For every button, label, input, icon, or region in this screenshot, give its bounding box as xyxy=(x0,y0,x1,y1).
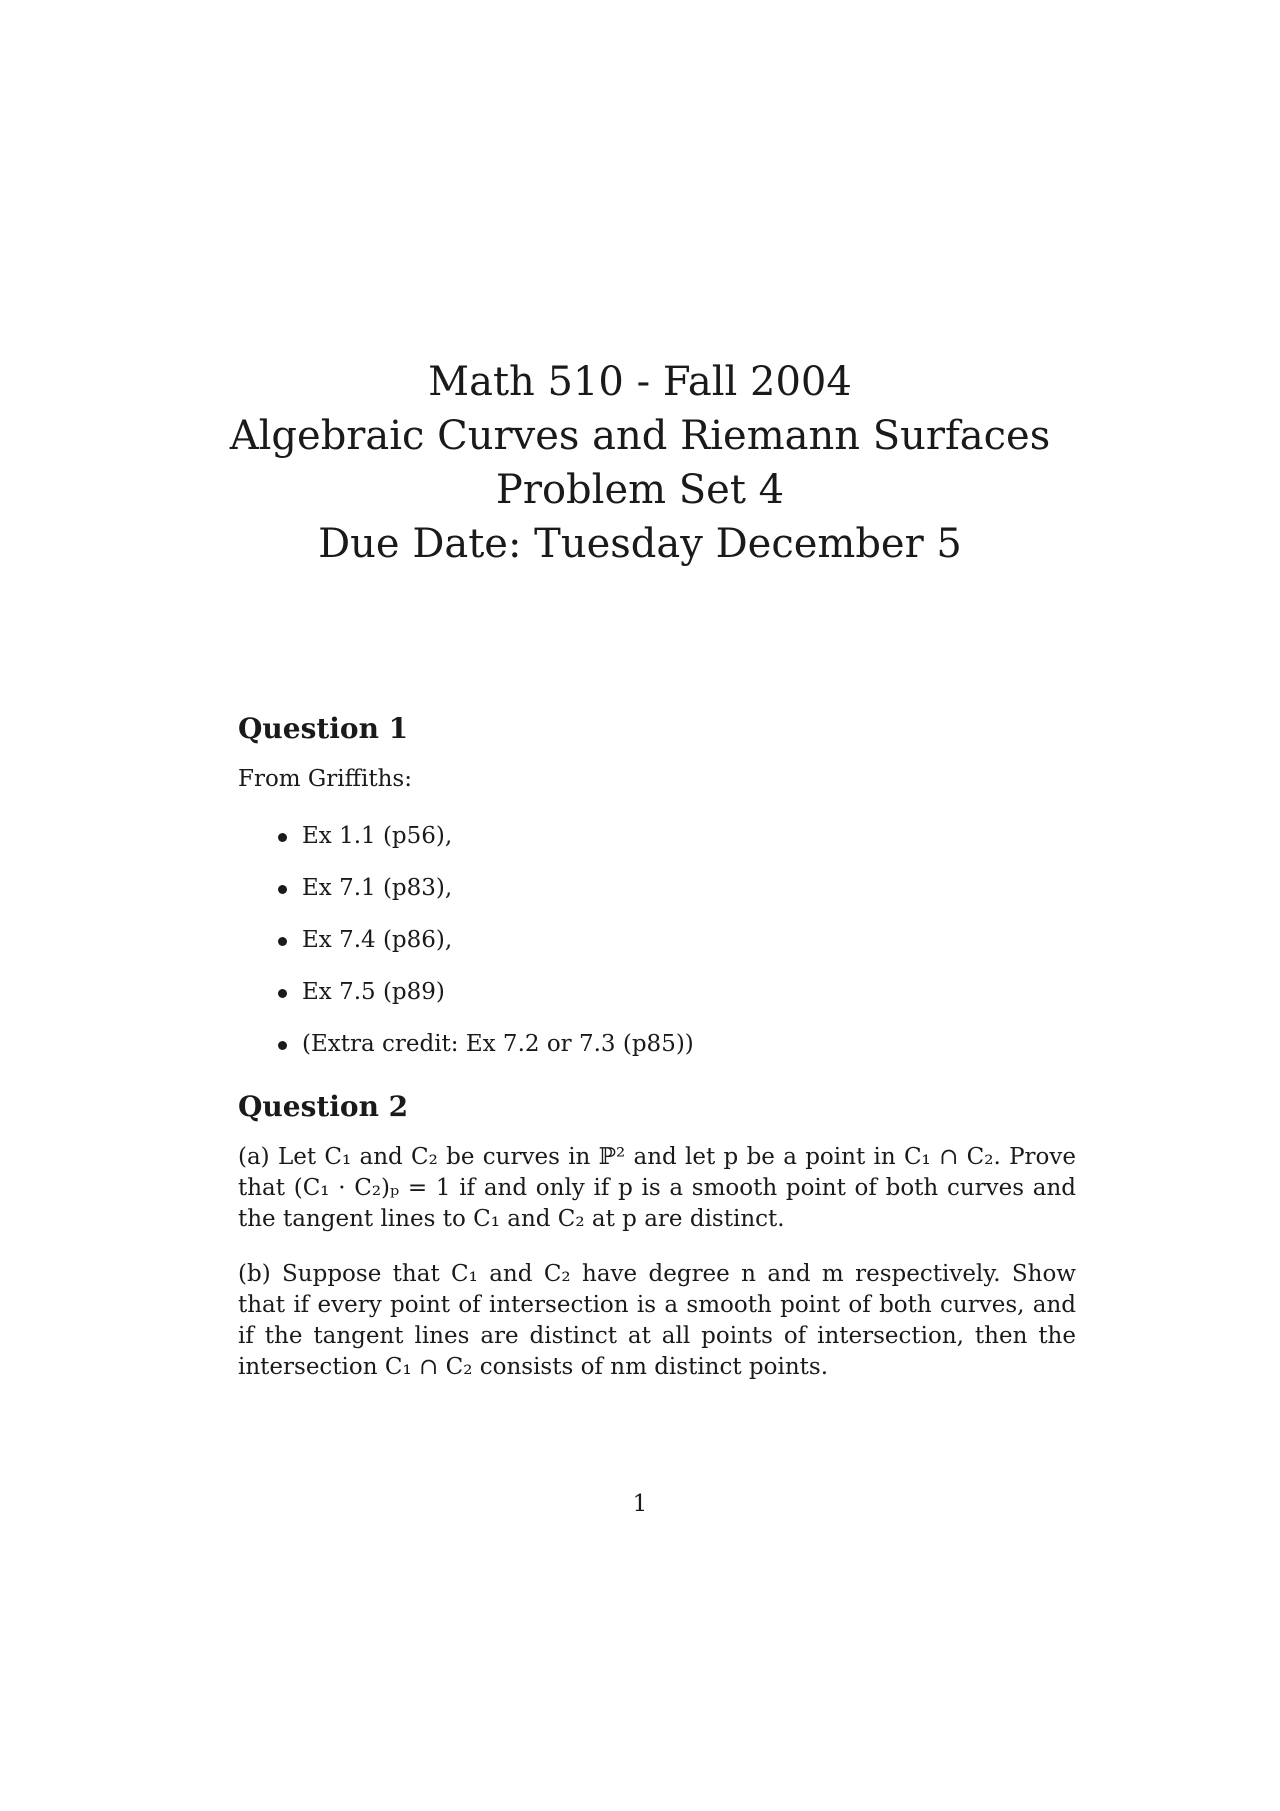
list-item xyxy=(238,1029,1076,1060)
page-number: 1 xyxy=(632,1491,648,1517)
list-item-text: Ex 7.5 (p89) xyxy=(302,979,445,1005)
bullet-icon xyxy=(278,833,287,842)
question-2-part-b: (b) Suppose that C₁ and C₂ have degree n and m respectively. Show that if every point of intersection is a smooth point of both curves, and if the tangent lines are distinct at all points of intersection, then the intersection C₁ ∩ C₂ consists of nm distinct points. xyxy=(238,1261,1076,1380)
question-2-part-a: (a) Let C₁ and C₂ be curves in ℙ² and let p be a point in C₁ ∩ C₂. Prove that (C₁ · C₂)ₚ = 1 if and only if p is a smooth point of both curves and the tangent lines to C₁ and C₂ at p are distinct. xyxy=(238,1144,1076,1232)
bullet-icon xyxy=(278,989,287,998)
course-title: Math 510 - Fall 2004 xyxy=(428,359,852,405)
list-item xyxy=(238,873,1076,904)
bullet-icon xyxy=(278,885,287,894)
bullet-icon xyxy=(278,1041,287,1050)
due-date: Due Date: Tuesday December 5 xyxy=(318,521,962,567)
list-item xyxy=(238,925,1076,956)
title-block xyxy=(0,355,1280,571)
bullet-icon xyxy=(278,937,287,946)
question-1-intro: From Griffiths: xyxy=(238,766,412,792)
question-1-heading: Question 1 xyxy=(238,712,409,745)
exercise-list xyxy=(238,821,1076,1060)
list-item xyxy=(238,821,1076,852)
list-item-text: (Extra credit: Ex 7.2 or 7.3 (p85)) xyxy=(302,1031,694,1057)
question-2-section xyxy=(238,1090,1076,1383)
question-1-section xyxy=(238,712,1076,1060)
list-item-text: Ex 7.1 (p83), xyxy=(302,875,453,901)
problem-set-title: Problem Set 4 xyxy=(495,467,785,513)
list-item-text: Ex 7.4 (p86), xyxy=(302,927,453,953)
document-body xyxy=(238,712,1076,1407)
course-subtitle: Algebraic Curves and Riemann Surfaces xyxy=(229,413,1051,459)
list-item xyxy=(238,977,1076,1008)
list-item-text: Ex 1.1 (p56), xyxy=(302,823,453,849)
question-2-heading: Question 2 xyxy=(238,1090,409,1123)
